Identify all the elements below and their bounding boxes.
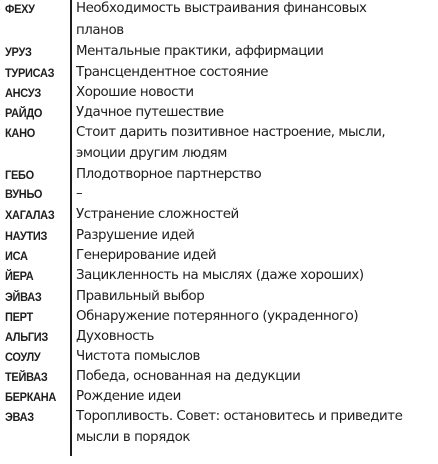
rune-name: ЙЕРА — [5, 269, 34, 283]
rune-name: АЛЬГИЗ — [5, 330, 48, 344]
rune-meaning-line: Хорошие новости — [76, 85, 194, 100]
rune-meaning-line: Торопливость. Совет: остановитесь и приведите — [76, 409, 403, 424]
rune-name: СОУЛУ — [5, 350, 41, 364]
rune-name: УРУЗ — [5, 45, 32, 59]
rune-name: ПЕРТ — [5, 310, 33, 324]
rune-name: ИСА — [5, 249, 28, 263]
rune-meaning-line: Плодотворное партнерство — [76, 167, 262, 182]
rune-meaning-line: Правильный выбор — [76, 289, 205, 304]
rune-meaning-line: мысли в порядок — [76, 430, 190, 445]
rune-meaning-line: Духовность — [76, 329, 154, 344]
rune-meaning-line: Необходимость выстраивания финансовых — [76, 1, 367, 16]
rune-name: РАЙДО — [5, 106, 43, 120]
rune-meaning-line: Трансцендентное состояние — [76, 65, 269, 80]
rune-meaning-line: – — [76, 186, 83, 201]
rune-meaning-line: Рождение идеи — [76, 389, 181, 404]
rune-meaning-line: Чистота помыслов — [76, 349, 200, 364]
rune-name: ХАГАЛАЗ — [5, 208, 55, 222]
rune-meaning-line: Стоит дарить позитивное настроение, мысли, — [76, 125, 386, 140]
rune-name: ЭЙВАЗ — [5, 290, 42, 304]
rune-name: ГЕБО — [5, 168, 34, 182]
rune-meaning-line: Ментальные практики, аффирмации — [76, 44, 324, 59]
rune-meaning-line: Генерирование идей — [76, 248, 217, 263]
rune-meaning-line: эмоции другим людям — [76, 146, 227, 161]
rune-name: НАУТИЗ — [5, 229, 48, 243]
rune-name: ВУНЬО — [5, 187, 43, 201]
rune-meaning-line: планов — [76, 23, 124, 38]
rune-name: ЭВАЗ — [5, 410, 34, 424]
rune-meaning-line: Обнаружение потерянного (украденного) — [76, 309, 359, 324]
rune-name: ТЕЙВАЗ — [5, 370, 48, 384]
rune-name: ФЕХУ — [5, 2, 35, 16]
rune-meaning-line: Победа, основанная на дедукции — [76, 369, 301, 384]
rune-name: АНСУЗ — [5, 86, 41, 100]
rune-name: БЕРКАНА — [5, 390, 57, 404]
rune-meaning-line: Удачное путешествие — [76, 105, 224, 120]
rune-meaning-line: Устранение сложностей — [76, 207, 239, 222]
rune-name: ТУРИСАЗ — [5, 66, 55, 80]
column-divider — [70, 0, 72, 456]
rune-meaning-line: Зацикленность на мыслях (даже хороших) — [76, 268, 364, 283]
rune-name: КАНО — [5, 126, 35, 140]
rune-meaning-line: Разрушение идей — [76, 228, 195, 243]
